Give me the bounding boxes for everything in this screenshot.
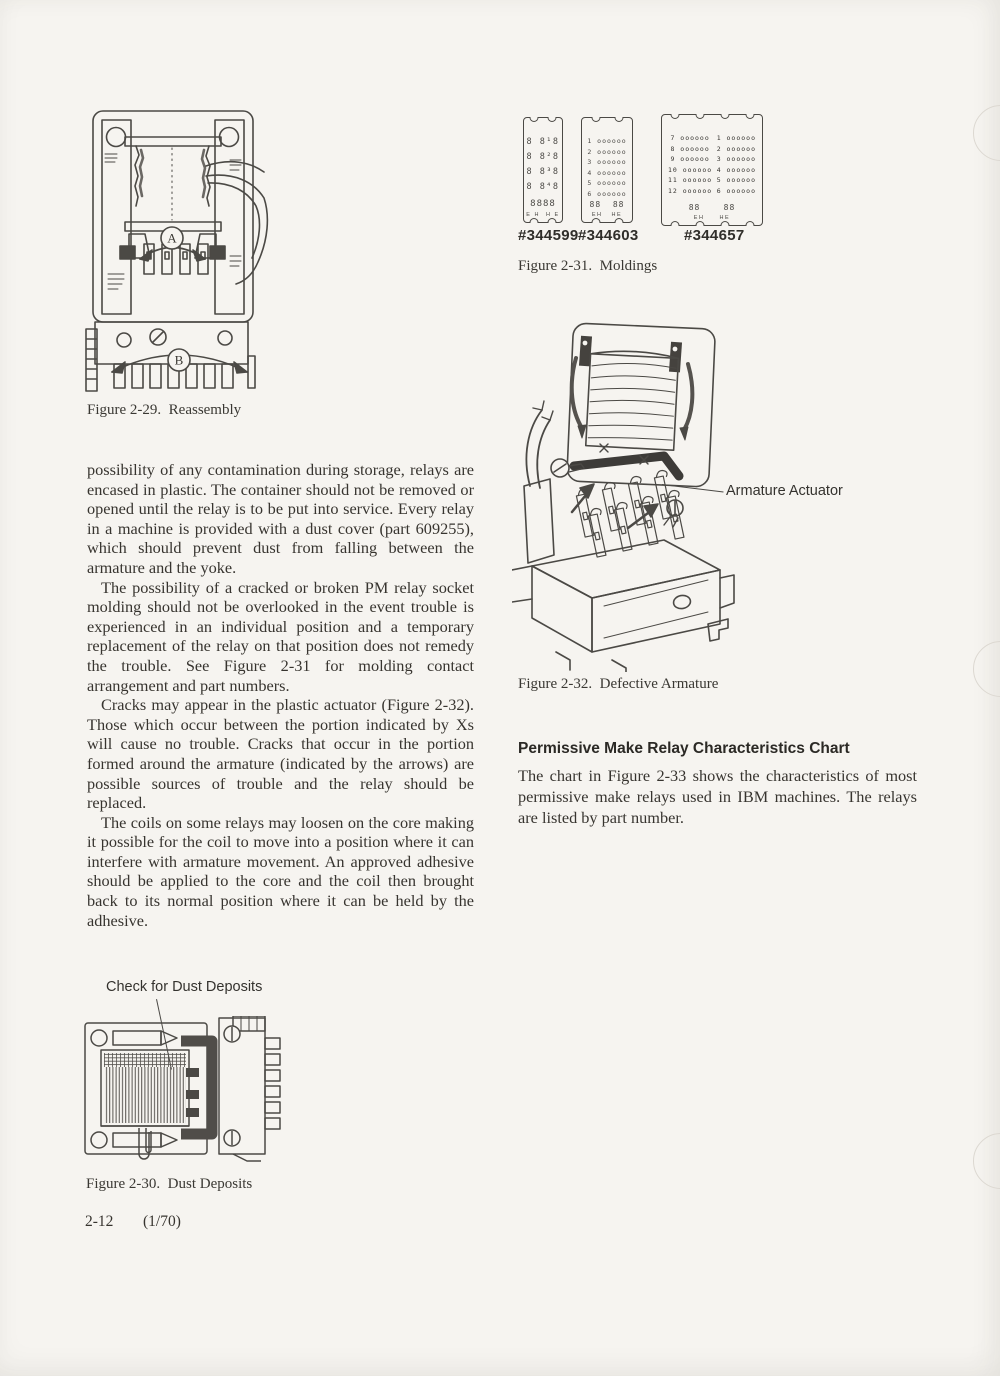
molding-contact-row: 10 oooooo: [668, 165, 713, 174]
side-bracket: [524, 479, 554, 563]
molding-contact-row: 3 oooooo: [716, 155, 756, 163]
molding-contact-row: 2 oooooo: [587, 147, 627, 156]
molding-strip-344603: [581, 117, 633, 223]
notch: [530, 117, 539, 122]
body-text-right-column: [518, 766, 917, 828]
molding-contact-row: 8 8³8: [526, 167, 560, 177]
screw-right: [664, 500, 683, 527]
body-text-left-column: [87, 460, 474, 930]
body-paragraph: The coils on some relays may loosen on the core making it possible for the coil to move into a position where it can interfere with armature movement. An approved adhesive should be applied to the core and the coil then brought back to its normal position where it can be held by the adhesive.: [87, 812, 474, 930]
molding-contact-row: 8 oooooo: [670, 144, 710, 153]
notch: [721, 221, 730, 226]
notch: [591, 218, 600, 223]
molding-contact-row: 7 oooooo: [670, 134, 710, 142]
molding-strip-344657: [661, 114, 763, 226]
figure-29-caption: Figure 2-29. Reassembly: [87, 402, 242, 418]
molding-footer-letters: EH HE: [591, 212, 623, 218]
molding-contact-rows-left: [668, 133, 712, 196]
notch: [614, 218, 623, 223]
body-paragraph: The chart in Figure 2-33 shows the characteristics of most permissive make relays used in IBM machines. The relays are listed by part number.: [518, 766, 917, 827]
molding-footer-letters: E H H E: [526, 212, 560, 218]
notch: [696, 221, 705, 226]
molding-contact-row: 6 oooooo: [587, 189, 627, 198]
section-heading: Permissive Make Relay Characteristics Chart: [518, 740, 850, 757]
molding-contact-row: 8 8¹8: [526, 137, 560, 147]
part-number-344603: #344603: [578, 227, 639, 244]
figure-32-defective-armature-drawing: [512, 316, 738, 672]
contact-blocks: [186, 1068, 199, 1117]
armature-actuator-bar: [574, 456, 679, 476]
armature-actuator-callout: Armature Actuator: [726, 483, 843, 499]
base-plate: [86, 322, 248, 391]
body-paragraph: possibility of any contamination during storage, relays are encased in plastic. The container should not be removed or opened until the relay is to be put into service. Every relay in a machine is provided with a dust cover (part 609255), which should prevent dust from falling between the armature and the yoke.: [87, 460, 474, 577]
molding-contact-row: 4 oooooo: [716, 165, 756, 174]
callout-b-label: B: [174, 352, 184, 368]
notch: [746, 114, 755, 119]
notch: [746, 221, 755, 226]
molding-contact-row: 9 oooooo: [670, 155, 710, 163]
molding-contact-rows: [582, 136, 632, 199]
revision-date-code: (1/70): [143, 1213, 181, 1230]
notch: [671, 114, 680, 119]
molding-contact-row: 4 oooooo: [587, 168, 627, 177]
base-block: [512, 540, 734, 672]
binder-hole-mark: [973, 1133, 1000, 1189]
molding-contact-rows: [524, 135, 562, 195]
notch: [530, 218, 539, 223]
molding-contact-row: 2 oooooo: [716, 144, 756, 153]
terminal-comb: [265, 1038, 280, 1129]
notch: [671, 221, 680, 226]
molding-contact-row: 1 oooooo: [587, 137, 627, 145]
figure-31-caption: Figure 2-31. Moldings: [518, 258, 658, 274]
molding-contact-row: 5 oooooo: [587, 179, 627, 187]
part-number-344657: #344657: [684, 227, 745, 244]
relay-body-outline: [93, 111, 253, 322]
molding-footer-contacts: 8888: [530, 199, 556, 209]
molding-contact-row: 8 8⁴8: [526, 182, 560, 192]
part-number-344599: #344599: [518, 227, 579, 244]
molding-strip-344599: [523, 117, 563, 223]
binder-hole-mark: [973, 641, 1000, 697]
molding-footer-contacts: 88 88: [589, 200, 625, 209]
notch: [547, 117, 556, 122]
notch: [614, 117, 623, 122]
figure-32-caption: Figure 2-32. Defective Armature: [518, 676, 719, 692]
binder-hole-mark: [973, 105, 1000, 161]
molding-contact-row: 8 8²8: [526, 152, 560, 162]
callout-a-label: A: [167, 230, 177, 246]
molding-contact-row: 11 oooooo: [668, 176, 713, 184]
notch: [591, 117, 600, 122]
molding-footer-contacts: 88 88: [688, 203, 736, 212]
figure-30-caption: Figure 2-30. Dust Deposits: [86, 1176, 253, 1192]
left-rail: [102, 120, 131, 314]
right-rail: [215, 120, 244, 314]
lead-wires: [526, 401, 553, 488]
molding-contact-row: 6 oooooo: [716, 186, 756, 195]
page-number: 2-12: [85, 1213, 114, 1230]
notch: [696, 114, 705, 119]
molding-contact-columns: [668, 133, 756, 196]
molding-footer-letters: EH HE: [693, 215, 731, 221]
body-paragraph: Cracks may appear in the plastic actuator (Figure 2-32). Those which occur between the portion indicated by Xs will cause no trouble. Cracks that occur in the portion formed around the armature (indicated by the arrows) are possible sources of trouble and the relay should be replaced.: [87, 695, 474, 813]
figure-29-reassembly-drawing: [84, 108, 274, 392]
relay-coil: [101, 1050, 189, 1159]
relay-coil: [586, 349, 679, 450]
molding-contact-row: 3 oooooo: [587, 158, 627, 166]
molding-contact-row: 12 oooooo: [668, 186, 713, 195]
molding-contact-row: 1 oooooo: [716, 134, 756, 142]
molding-contact-rows-right: [717, 133, 756, 196]
molding-contact-row: 5 oooooo: [716, 176, 756, 184]
notch: [721, 114, 730, 119]
figure-30-dust-deposits-drawing: [83, 1016, 298, 1164]
relay-coil: [125, 137, 221, 231]
check-dust-callout: Check for Dust Deposits: [106, 979, 263, 995]
mounting-plate: [219, 1016, 265, 1161]
body-paragraph: The possibility of a cracked or broken PM relay socket molding should not be overlooked in the event trouble is experienced in an individual position and a temporary replacement of the relay on that position does not remedy the trouble. See Figure 2-31 for molding contact arrangement and part numbers.: [87, 577, 474, 695]
notch: [547, 218, 556, 223]
